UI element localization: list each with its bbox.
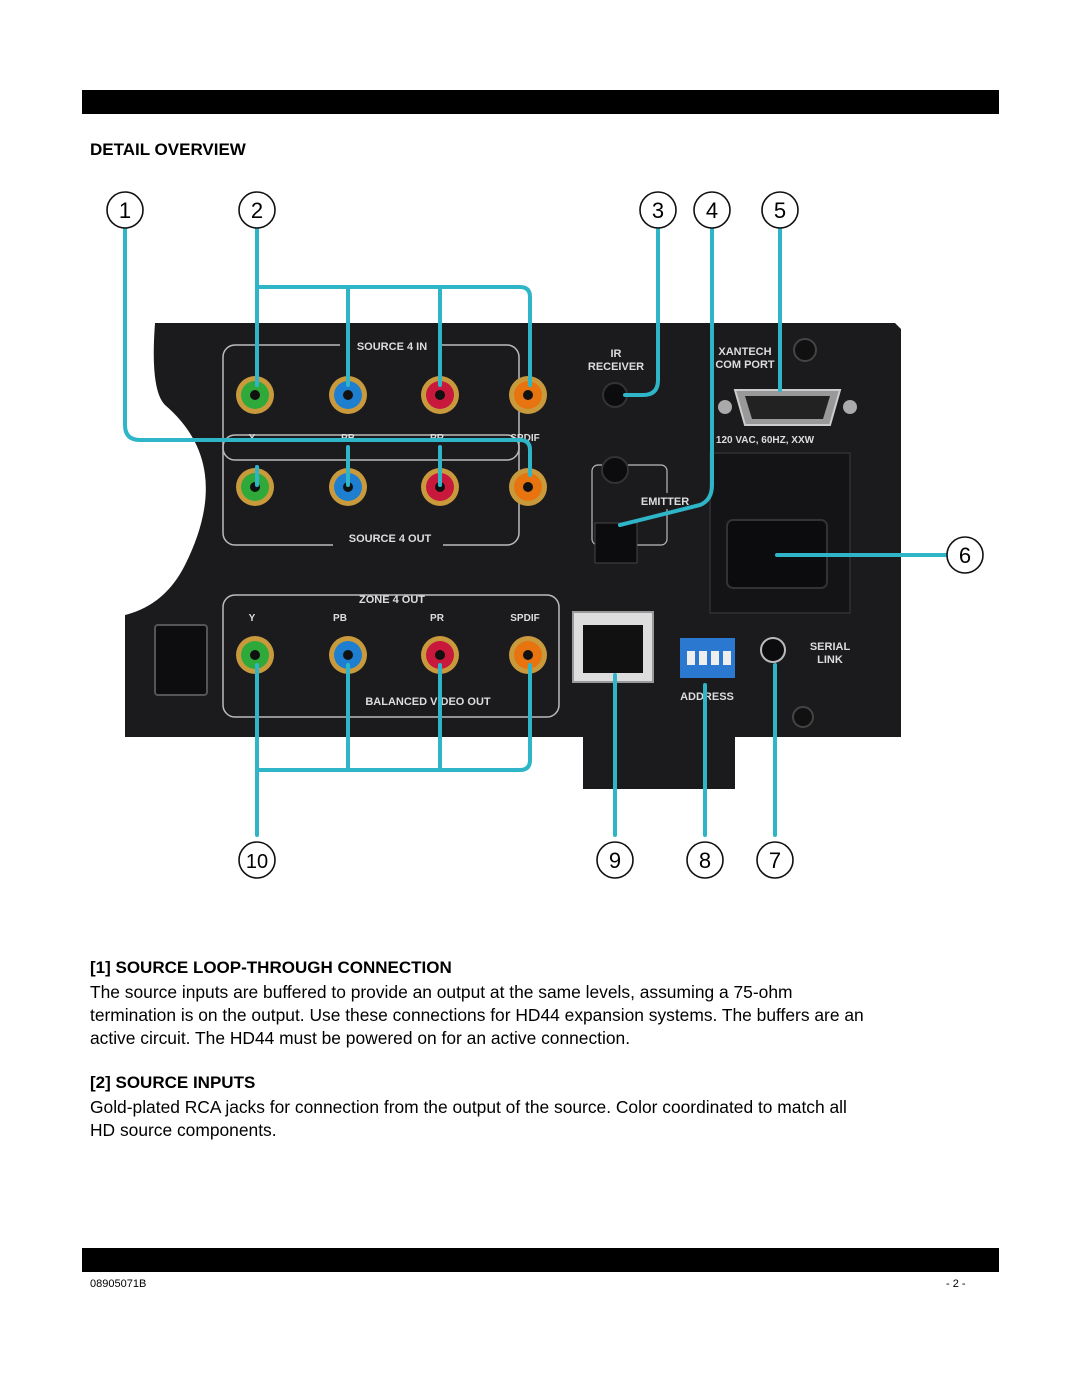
callout-4 — [694, 192, 730, 228]
section-2-line-1: Gold-plated RCA jacks for connection from the output of the source. Color coordinated to match all — [90, 1097, 847, 1117]
callout-5 — [762, 192, 798, 228]
com-port-label: COM PORT — [715, 359, 775, 371]
screw-bottom-right — [793, 707, 813, 727]
receiver-label: RECEIVER — [587, 361, 645, 373]
emitter-label: EMITTER — [640, 496, 690, 508]
section-1-line-3: active circuit. The HD44 must be powered on for an active connection. — [90, 1028, 631, 1048]
pr-label-1: PR — [430, 433, 444, 444]
emitter-jack-top — [602, 457, 628, 483]
screw-top-right — [794, 339, 816, 361]
footer-bar — [82, 1248, 999, 1272]
pb-label-2: PB — [333, 613, 347, 624]
section-1-line-2: termination is on the output. Use these connections for HD44 expansion systems. The buffers are an — [90, 1005, 864, 1025]
section-2-title: [2] SOURCE INPUTS — [90, 1073, 256, 1092]
balanced-label: BALANCED VIDEO OUT — [365, 696, 491, 708]
power-rating-label: 120 VAC, 60HZ, XXW — [715, 435, 815, 446]
spdif-label-1: SPDIF — [510, 433, 540, 444]
svg-text:2: 2 — [250, 198, 264, 223]
xantech-label: XANTECH — [718, 346, 772, 358]
svg-text:3: 3 — [651, 198, 665, 223]
callout-8 — [687, 842, 723, 878]
section-1-line-1: The source inputs are buffered to provide an output at the same levels, assuming a 75-ohm — [90, 982, 793, 1002]
section-2-line-2: HD source components. — [90, 1120, 277, 1140]
ir-label: IR — [610, 348, 622, 360]
page-number: - 2 - — [946, 1278, 966, 1290]
svg-text:9: 9 — [608, 848, 622, 873]
serial-link-jack — [761, 638, 785, 662]
svg-text:8: 8 — [698, 848, 712, 873]
pr-label-2: PR — [430, 613, 444, 624]
emitter-connector — [595, 523, 637, 563]
spdif-label-2: SPDIF — [510, 613, 540, 624]
callout-1 — [107, 192, 143, 228]
section-1-title: [1] SOURCE LOOP-THROUGH CONNECTION — [90, 958, 452, 977]
pb-label-1: PB — [341, 433, 355, 444]
dip-switch — [680, 638, 735, 678]
svg-text:7: 7 — [768, 848, 782, 873]
svg-text:6: 6 — [958, 543, 972, 568]
source-out-label: SOURCE 4 OUT — [348, 533, 432, 545]
svg-text:1: 1 — [118, 198, 132, 223]
y-label-1: Y — [248, 433, 256, 444]
page-heading: DETAIL OVERVIEW — [90, 140, 246, 159]
callout-10 — [239, 842, 275, 878]
y-label-2: Y — [248, 613, 256, 624]
header-bar — [82, 90, 999, 114]
rear-panel-diagram — [95, 185, 995, 885]
serial-label: SERIAL — [809, 641, 851, 653]
callout-3 — [640, 192, 676, 228]
svg-text:5: 5 — [773, 198, 787, 223]
callout-2 — [239, 192, 275, 228]
callout-9 — [597, 842, 633, 878]
link-label: LINK — [817, 654, 843, 666]
left-port — [155, 625, 207, 695]
ethernet-port — [573, 612, 653, 682]
svg-text:4: 4 — [705, 198, 719, 223]
source-in-label: SOURCE 4 IN — [356, 341, 428, 353]
section-2-body — [90, 1096, 990, 1142]
zone-out-label: ZONE 4 OUT — [358, 594, 426, 606]
svg-text:10: 10 — [245, 851, 269, 873]
callout-7 — [757, 842, 793, 878]
callout-6 — [947, 537, 983, 573]
address-label: ADDRESS — [680, 691, 734, 703]
section-1-body — [90, 981, 990, 1050]
doc-number: 08905071B — [90, 1278, 147, 1290]
